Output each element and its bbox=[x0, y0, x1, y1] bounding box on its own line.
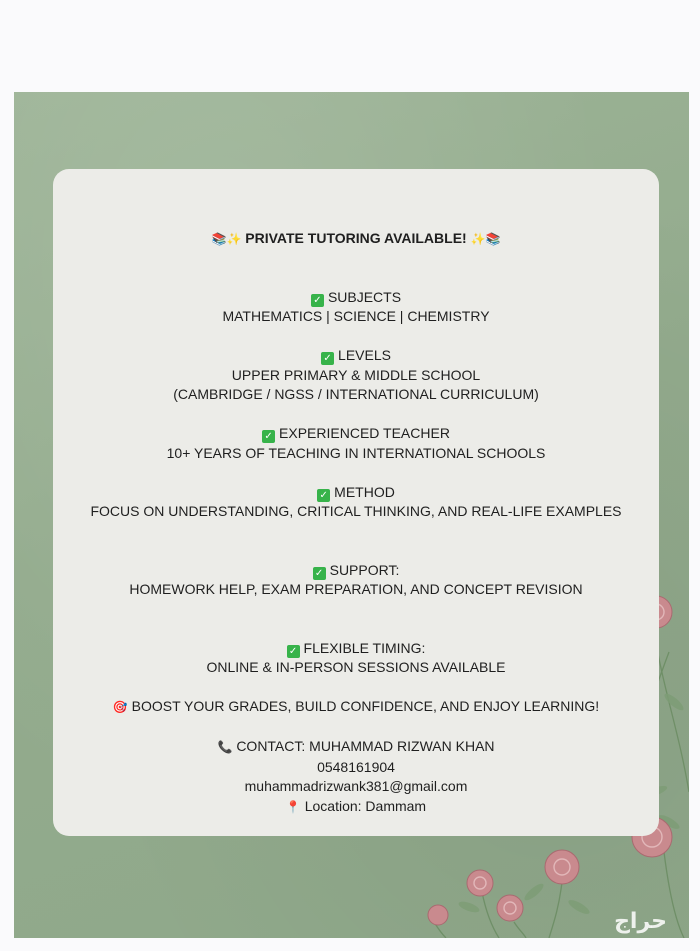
section-levels bbox=[53, 346, 659, 405]
check-mark-icon: ✓ bbox=[317, 489, 330, 502]
watermark-logo: حراج bbox=[614, 909, 667, 934]
phone-icon: 📞 bbox=[217, 740, 233, 754]
check-mark-icon: ✓ bbox=[262, 430, 275, 443]
section-heading: LEVELS bbox=[338, 347, 391, 363]
section-line: UPPER PRIMARY & MIDDLE SCHOOL bbox=[231, 366, 481, 383]
section-heading: SUBJECTS bbox=[327, 288, 402, 305]
section-support bbox=[53, 561, 659, 600]
contact-block bbox=[53, 737, 659, 817]
section-flexible-timing bbox=[53, 639, 659, 678]
check-mark-icon: ✓ bbox=[313, 567, 326, 580]
section-heading: EXPERIENCED TEACHER bbox=[279, 425, 450, 441]
contact-phone: 0548161904 bbox=[317, 758, 395, 775]
section-heading: SUPPORT: bbox=[329, 561, 400, 578]
section-heading: FLEXIBLE TIMING: bbox=[303, 639, 426, 656]
flyer bbox=[14, 92, 689, 938]
tagline-text: BOOST YOUR GRADES, BUILD CONFIDENCE, AND ENJOY LEARNING! bbox=[131, 698, 600, 714]
section-line: HOMEWORK HELP, EXAM PREPARATION, AND CONCEPT REVISION bbox=[129, 581, 583, 597]
contact-email: muhammadrizwank381@gmail.com bbox=[244, 778, 468, 794]
flyer-content bbox=[53, 229, 659, 817]
section-line: MATHEMATICS | SCIENCE | CHEMISTRY bbox=[222, 308, 490, 324]
section-line: (CAMBRIDGE / NGSS / INTERNATIONAL CURRICULUM) bbox=[173, 386, 539, 402]
section-heading: METHOD bbox=[334, 483, 395, 500]
check-mark-icon: ✓ bbox=[287, 645, 300, 658]
tagline bbox=[53, 697, 659, 718]
sparkles-icon: ✨ bbox=[470, 232, 486, 246]
pin-icon: 📍 bbox=[285, 799, 301, 814]
books-icon: 📚 bbox=[485, 232, 501, 246]
section-method bbox=[53, 483, 659, 522]
section-subjects bbox=[53, 288, 659, 327]
contact-label: CONTACT: MUHAMMAD RIZWAN KHAN bbox=[236, 738, 495, 754]
section-line: FOCUS ON UNDERSTANDING, CRITICAL THINKING, AND REAL-LIFE EXAMPLES bbox=[90, 503, 622, 519]
check-mark-icon: ✓ bbox=[321, 352, 334, 365]
headline bbox=[53, 229, 659, 250]
dart-target-icon: 🎯 bbox=[112, 700, 128, 714]
check-mark-icon: ✓ bbox=[311, 294, 324, 307]
content-card bbox=[53, 169, 659, 836]
section-line: ONLINE & IN-PERSON SESSIONS AVAILABLE bbox=[206, 659, 506, 675]
contact-location: Location: Dammam bbox=[304, 797, 427, 814]
section-line: 10+ YEARS OF TEACHING IN INTERNATIONAL SCHOOLS bbox=[166, 444, 546, 461]
headline-text: PRIVATE TUTORING AVAILABLE! bbox=[245, 230, 467, 246]
section-experienced-teacher bbox=[53, 424, 659, 463]
books-icon: 📚 bbox=[211, 232, 227, 246]
sparkles-icon: ✨ bbox=[226, 232, 242, 246]
